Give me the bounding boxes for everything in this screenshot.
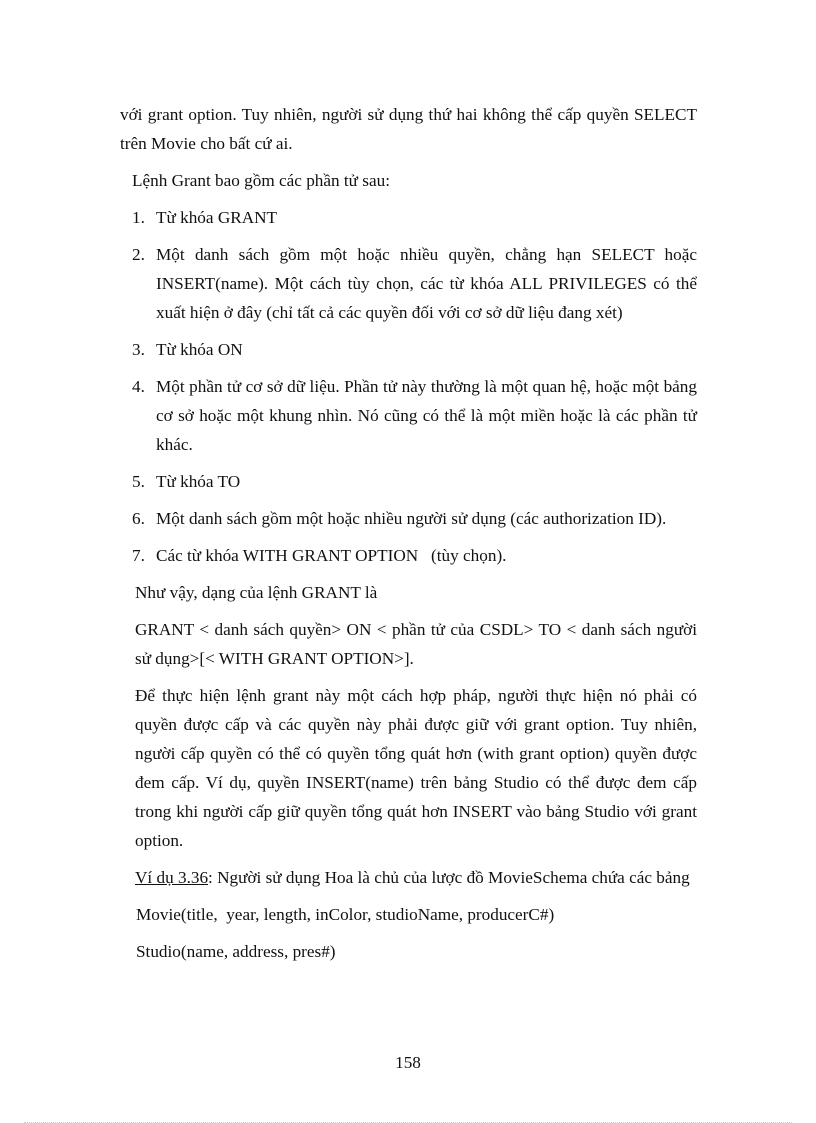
list-item-text: Các từ khóa WITH GRANT OPTION (tùy chọn). <box>156 546 507 565</box>
list-item <box>132 203 697 232</box>
paragraph-grant-form-intro: Như vậy, dạng của lệnh GRANT là <box>135 583 378 602</box>
list-item-number: 6. <box>132 509 145 528</box>
list-item-number: 2. <box>132 245 145 264</box>
list-item-text: Từ khóa TO <box>156 472 241 491</box>
grant-elements-list <box>120 203 697 570</box>
schema-movie: Movie(title, year, length, inColor, studioName, producerC#) <box>136 905 555 924</box>
list-item <box>132 541 697 570</box>
paragraph-example <box>120 863 697 892</box>
example-label: Ví dụ 3.36 <box>135 868 209 887</box>
list-item <box>132 372 697 459</box>
schema-studio: Studio(name, address, pres#) <box>136 942 336 961</box>
paragraph-grant-intro: Lệnh Grant bao gồm các phần tử sau: <box>132 171 390 190</box>
list-item-number: 7. <box>132 546 145 565</box>
list-item-number: 1. <box>132 208 145 227</box>
list-item-number: 5. <box>132 472 145 491</box>
paragraph-continuation: với grant option. Tuy nhiên, người sử dụng thứ hai không thể cấp quyền SELECT trên Movie cho bất cứ ai. <box>120 105 697 153</box>
page-body <box>120 100 697 974</box>
list-item-text: Một danh sách gồm một hoặc nhiều người sử dụng (các authorization ID). <box>156 509 667 528</box>
paragraph-grant-legality: Để thực hiện lệnh grant này một cách hợp pháp, người thực hiện nó phải có quyền được cấp và các quyền này phải được giữ với grant option. Tuy nhiên, người cấp quyền có thể có quyền tổng quát hơn (with grant option) quyền được đem cấp. Ví dụ, quyền INSERT(name) trên bảng Studio có thể được đem cấp trong khi người cấp giữ quyền tổng quát hơn INSERT vào bảng Studio với grant option. <box>135 686 697 850</box>
list-item-text: Một danh sách gồm một hoặc nhiều quyền, chẳng hạn SELECT hoặc INSERT(name). Một cách tùy chọn, các từ khóa ALL PRIVILEGES có thể xuất hiện ở đây (chỉ tất cả các quyền đối với cơ sở dữ liệu đang xét) <box>156 245 697 322</box>
example-text: : Người sử dụng Hoa là chủ của lược đồ MovieSchema chứa các bảng <box>208 868 690 887</box>
list-item-number: 4. <box>132 377 145 396</box>
list-item <box>132 504 697 533</box>
list-item <box>132 467 697 496</box>
list-item-text: Một phần tử cơ sở dữ liệu. Phần tử này thường là một quan hệ, hoặc một bảng cơ sở hoặc một khung nhìn. Nó cũng có thể là một miền hoặc là các phần tử khác. <box>156 377 697 454</box>
paragraph-grant-syntax: GRANT < danh sách quyền> ON < phần tử của CSDL> TO < danh sách người sử dụng>[< WITH GRANT OPTION>]. <box>135 620 697 668</box>
list-item-text: Từ khóa ON <box>156 340 243 359</box>
page-number: 158 <box>395 1053 421 1072</box>
list-item <box>132 335 697 364</box>
list-item <box>132 240 697 327</box>
list-item-number: 3. <box>132 340 145 359</box>
list-item-text: Từ khóa GRANT <box>156 208 278 227</box>
